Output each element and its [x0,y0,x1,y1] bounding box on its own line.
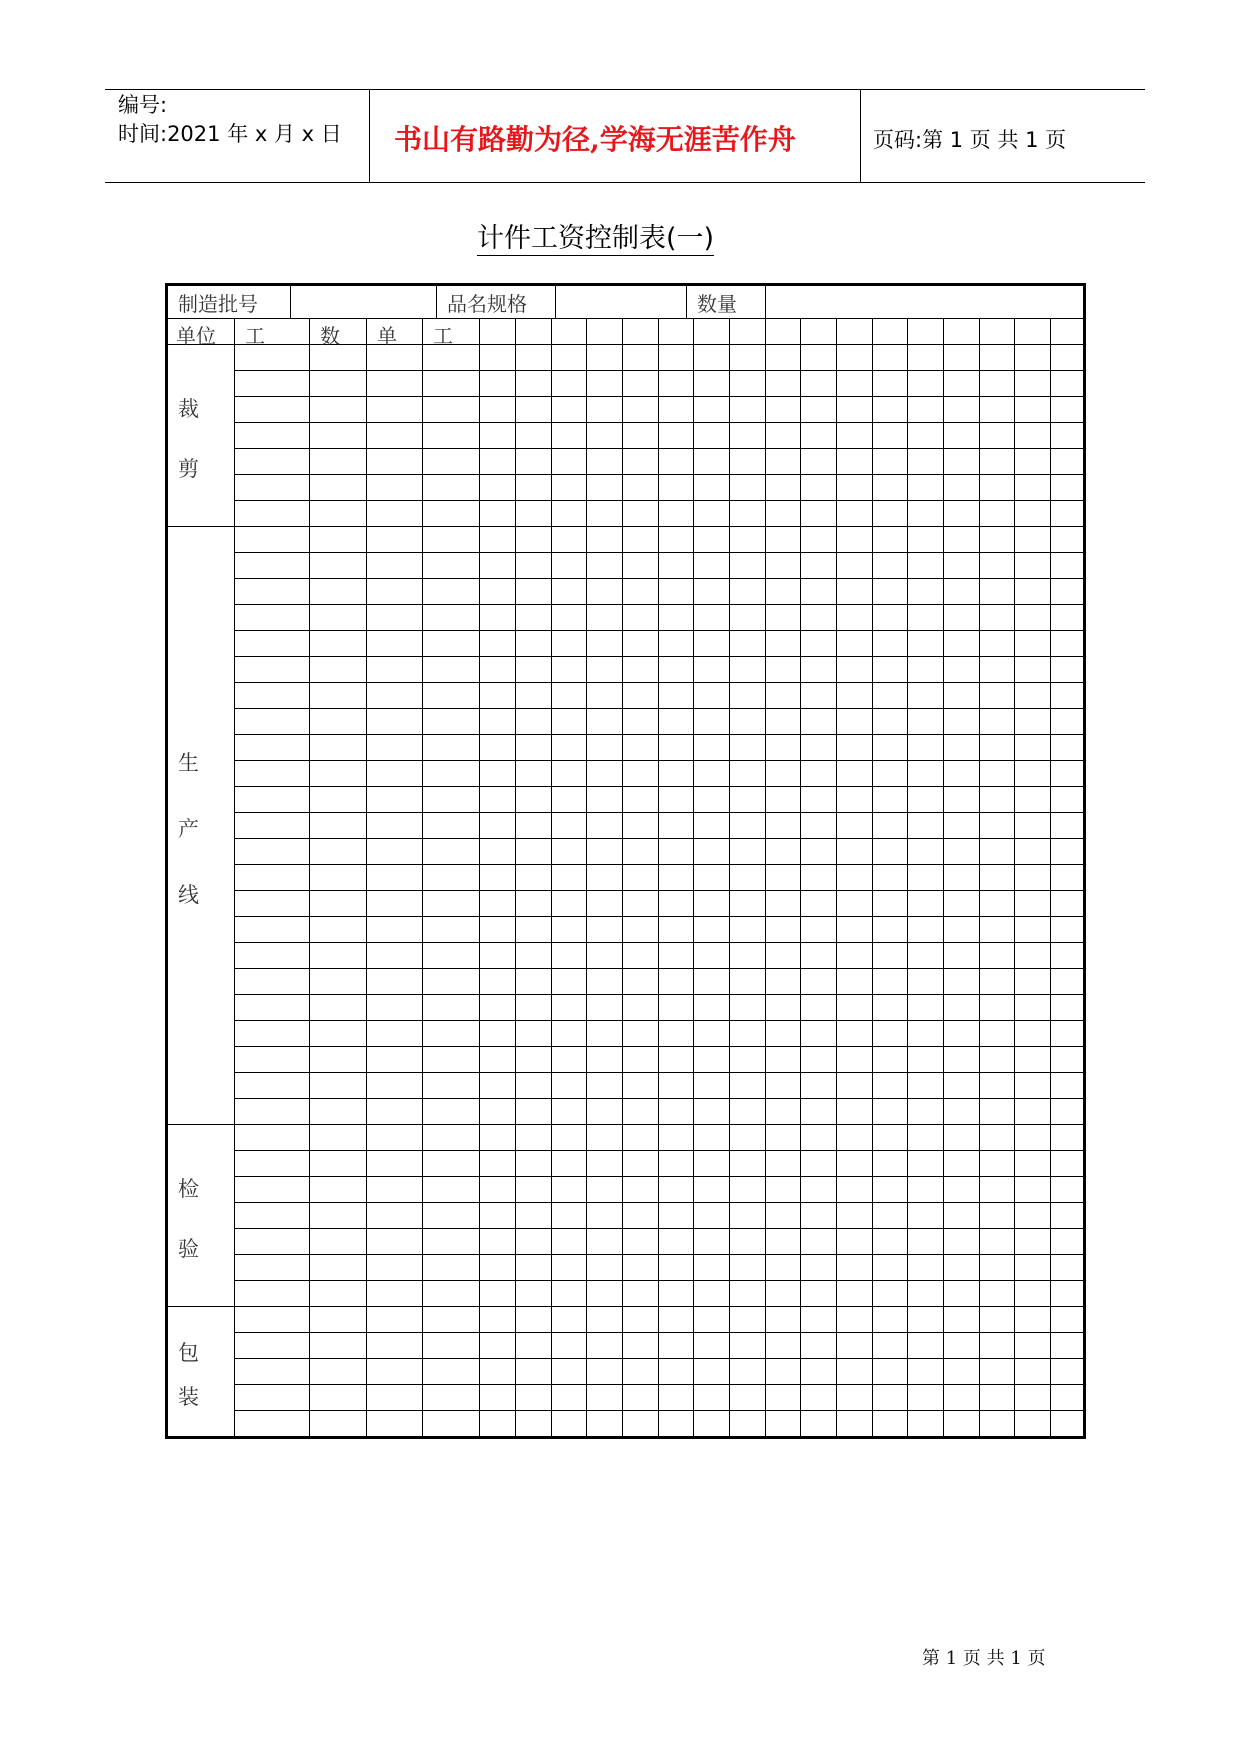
time-label: 时间:2021 年 x 月 x 日 [118,122,342,146]
row-divider [234,812,1083,813]
column-divider [622,318,623,1436]
row-divider [234,1046,1083,1047]
table-border-left [165,283,168,1439]
batch-label: 制造批号 [178,292,258,316]
column-divider [979,318,980,1436]
info-row-divider [290,283,291,318]
column-divider [1050,318,1051,1436]
row-divider [234,1280,1083,1281]
section-label-char: 装 [178,1385,199,1409]
row-divider [234,448,1083,449]
row-divider [234,500,1083,501]
row-divider [234,1358,1083,1359]
column-divider [309,318,310,1436]
column-divider [943,318,944,1436]
section-label-char: 产 [178,817,199,841]
row-divider [234,864,1083,865]
row-divider [234,968,1083,969]
row-divider [234,890,1083,891]
row-divider [234,734,1083,735]
row-divider [234,1254,1083,1255]
column-divider [515,318,516,1436]
row-divider [234,552,1083,553]
page-code: 页码:第 1 页 共 1 页 [873,128,1067,152]
row-divider [234,942,1083,943]
section-label-char: 裁 [178,397,199,421]
info-row-divider [436,283,437,318]
row-divider [234,656,1083,657]
product-label: 品名规格 [447,292,527,316]
section-label-char: 验 [178,1237,199,1261]
row-divider [234,1228,1083,1229]
row-divider [234,604,1083,605]
column-divider [907,318,908,1436]
row-divider [234,1176,1083,1177]
row-divider [234,474,1083,475]
row-divider [234,1150,1083,1151]
info-row-divider [555,283,556,318]
column-divider [234,318,235,1436]
column-divider [729,318,730,1436]
info-row-divider [686,283,687,318]
column-divider [872,318,873,1436]
row-divider [234,1332,1083,1333]
column-divider [586,318,587,1436]
row-divider [234,1384,1083,1385]
row-divider [234,1410,1083,1411]
serial-label: 编号: [118,93,168,117]
column-header-c2: 数 [320,324,340,348]
motto: 书山有路勤为径,学海无涯苦作舟 [394,123,796,156]
row-divider [234,786,1083,787]
row-divider [234,422,1083,423]
section-divider [165,526,1083,527]
section-label-char: 剪 [178,457,199,481]
row-divider [234,1202,1083,1203]
column-divider [836,318,837,1436]
section-label-char: 生 [178,751,199,775]
column-divider [1014,318,1015,1436]
row-divider [234,1072,1083,1073]
column-header-c4: 工 [433,324,453,348]
column-header-c3: 单 [377,324,397,348]
column-divider [800,318,801,1436]
row-divider [234,578,1083,579]
page-footer: 第 1 页 共 1 页 [922,1648,1046,1669]
row-divider [234,370,1083,371]
column-divider [551,318,552,1436]
column-divider [366,318,367,1436]
section-label-char: 包 [178,1341,199,1365]
column-divider [765,318,766,1436]
document-title: 计件工资控制表(一) [477,223,715,254]
column-header-unit: 单位 [176,324,216,348]
row-divider [234,630,1083,631]
column-divider [422,318,423,1436]
table-border-right [1083,283,1086,1439]
row-divider [234,396,1083,397]
section-label-char: 线 [178,883,199,907]
column-divider [693,318,694,1436]
row-divider [234,708,1083,709]
row-divider [234,994,1083,995]
column-divider [479,318,480,1436]
info-row-bottom-rule [165,318,1083,319]
quantity-label: 数量 [697,292,737,316]
table-border-bottom [165,1436,1086,1439]
row-divider [234,760,1083,761]
column-header-c1: 工 [245,324,265,348]
row-divider [234,916,1083,917]
section-label-char: 检 [178,1177,199,1201]
column-divider [658,318,659,1436]
row-divider [234,1098,1083,1099]
table-border-top [165,283,1086,286]
column-header-bottom-rule [165,344,1083,345]
section-divider [165,1124,1083,1125]
section-divider [165,1306,1083,1307]
info-row-divider [765,283,766,318]
row-divider [234,838,1083,839]
row-divider [234,682,1083,683]
row-divider [234,1020,1083,1021]
